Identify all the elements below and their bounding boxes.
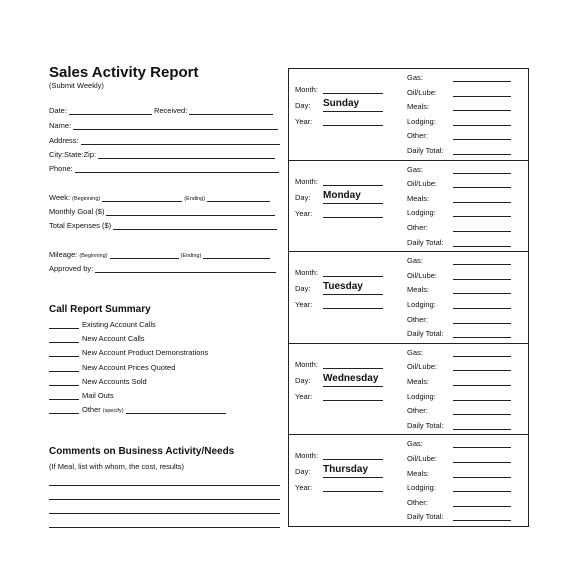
year-label: Year: — [295, 483, 313, 493]
daily-total-label: Daily Total: — [407, 146, 444, 155]
comment-line[interactable] — [49, 499, 280, 500]
month-input[interactable] — [323, 179, 383, 186]
lodging-input[interactable] — [453, 394, 511, 401]
year-label: Year: — [295, 391, 313, 401]
other-label: Other: — [407, 497, 428, 507]
month-input[interactable] — [323, 362, 383, 369]
lodging-label: Lodging: — [407, 483, 436, 493]
year-label: Year: — [295, 208, 313, 218]
gas-label: Gas: — [407, 73, 423, 82]
oil-input[interactable] — [453, 364, 511, 371]
gas-input[interactable] — [453, 167, 511, 174]
month-label: Month: — [295, 268, 318, 278]
oil-label: Oil/Lube: — [407, 362, 438, 372]
year-input[interactable] — [323, 302, 383, 309]
meals-input[interactable] — [453, 379, 511, 386]
lodging-input[interactable] — [453, 119, 511, 126]
address-field[interactable]: Address: — [49, 136, 280, 145]
oil-input[interactable] — [453, 90, 511, 97]
day-label: Day: — [295, 375, 311, 385]
meals-label: Meals: — [407, 468, 430, 478]
day-name: Monday — [323, 189, 361, 201]
daily-total-input[interactable] — [453, 148, 511, 155]
oil-label: Oil/Lube: — [407, 179, 438, 189]
gas-input[interactable] — [453, 75, 511, 82]
call-report-item[interactable]: Existing Account Calls — [49, 320, 156, 329]
other-input[interactable] — [453, 317, 511, 324]
daily-total-label: Daily Total: — [407, 237, 444, 247]
day-block-thursday — [289, 435, 528, 527]
other-input[interactable] — [453, 500, 511, 507]
gas-input[interactable] — [453, 258, 511, 265]
lodging-input[interactable] — [453, 210, 511, 217]
other-input[interactable] — [453, 133, 511, 140]
call-report-other[interactable]: Other (specify) — [49, 405, 226, 414]
day-name: Wednesday — [323, 372, 379, 384]
day-input[interactable] — [323, 202, 383, 204]
oil-label: Oil/Lube: — [407, 453, 438, 463]
other-input[interactable] — [453, 408, 511, 415]
week-field[interactable]: Week: (Beginning) (Ending) — [49, 193, 270, 202]
meals-input[interactable] — [453, 287, 511, 294]
call-report-item[interactable]: Mail Outs — [49, 391, 114, 400]
day-input[interactable] — [323, 385, 383, 387]
other-label: Other: — [407, 406, 428, 416]
other-label: Other: — [407, 314, 428, 324]
name-field[interactable]: Name: — [49, 121, 278, 130]
day-block-tuesday — [289, 252, 528, 344]
comment-line[interactable] — [49, 485, 280, 486]
day-label: Day: — [295, 467, 311, 477]
lodging-input[interactable] — [453, 485, 511, 492]
year-input[interactable] — [323, 485, 383, 492]
daily-total-input[interactable] — [453, 240, 511, 247]
day-block-sunday — [289, 69, 528, 161]
day-name: Tuesday — [323, 281, 363, 293]
day-label: Day: — [295, 284, 311, 294]
oil-label: Oil/Lube: — [407, 270, 438, 280]
comments-heading: Comments on Business Activity/Needs — [49, 446, 235, 457]
oil-label: Oil/Lube: — [407, 87, 438, 97]
lodging-label: Lodging: — [407, 391, 436, 401]
month-label: Month: — [295, 359, 318, 369]
call-report-item[interactable]: New Accounts Sold — [49, 377, 147, 386]
day-name: Thursday — [323, 464, 369, 476]
phone-field[interactable]: Phone: — [49, 164, 279, 173]
other-input[interactable] — [453, 225, 511, 232]
month-label: Month: — [295, 176, 318, 186]
comments-subheading: (If Meal, list with whom, the cost, results) — [49, 462, 185, 471]
month-input[interactable] — [323, 453, 383, 460]
comment-line[interactable] — [49, 527, 280, 528]
oil-input[interactable] — [453, 181, 511, 188]
daily-total-label: Daily Total: — [407, 420, 444, 430]
lodging-input[interactable] — [453, 302, 511, 309]
gas-label: Gas: — [407, 164, 423, 174]
total-expenses-field[interactable]: Total Expenses ($) — [49, 221, 277, 230]
day-name: Sunday — [323, 98, 360, 109]
gas-label: Gas: — [407, 439, 423, 449]
day-input[interactable] — [323, 293, 383, 295]
city-state-zip-field[interactable]: City:State:Zip: — [49, 150, 275, 159]
daily-total-input[interactable] — [453, 423, 511, 430]
gas-input[interactable] — [453, 350, 511, 357]
comment-line[interactable] — [49, 513, 280, 514]
call-report-item[interactable]: New Account Product Demonstrations — [49, 348, 208, 357]
oil-input[interactable] — [453, 273, 511, 280]
month-input[interactable] — [323, 270, 383, 277]
month-label: Month: — [295, 85, 318, 94]
meals-label: Meals: — [407, 193, 430, 203]
year-input[interactable] — [323, 119, 383, 126]
other-label: Other: — [407, 222, 428, 232]
gas-label: Gas: — [407, 256, 423, 266]
meals-input[interactable] — [453, 196, 511, 203]
daily-total-label: Daily Total: — [407, 329, 444, 339]
call-report-heading: Call Report Summary — [49, 304, 151, 315]
monthly-goal-field[interactable]: Monthly Goal ($) — [49, 207, 275, 216]
day-block-wednesday — [289, 344, 528, 436]
approved-by-field[interactable]: Approved by: — [49, 264, 276, 273]
day-input[interactable] — [323, 110, 383, 112]
meals-label: Meals: — [407, 285, 430, 295]
meals-label: Meals: — [407, 376, 430, 386]
oil-input[interactable] — [453, 456, 511, 463]
lodging-label: Lodging: — [407, 208, 436, 218]
gas-label: Gas: — [407, 347, 423, 357]
page-subtitle: (Submit Weekly) — [49, 81, 104, 90]
day-input[interactable] — [323, 476, 383, 478]
year-label: Year: — [295, 300, 313, 310]
page-title: Sales Activity Report — [49, 64, 199, 81]
day-label: Day: — [295, 192, 311, 202]
date-field[interactable]: Date: Received: — [49, 106, 273, 115]
day-block-monday — [289, 161, 528, 253]
other-label: Other: — [407, 131, 428, 141]
call-report-item[interactable]: New Account Prices Quoted — [49, 363, 175, 372]
meals-input[interactable] — [453, 471, 511, 478]
call-report-item[interactable]: New Account Calls — [49, 334, 145, 343]
daily-total-label: Daily Total: — [407, 512, 444, 522]
gas-input[interactable] — [453, 441, 511, 448]
daily-total-input[interactable] — [453, 514, 511, 521]
mileage-field[interactable]: Mileage: (Beginning) (Ending) — [49, 250, 270, 259]
lodging-label: Lodging: — [407, 299, 436, 309]
month-input[interactable] — [323, 87, 383, 94]
meals-input[interactable] — [453, 104, 511, 111]
year-input[interactable] — [323, 394, 383, 401]
daily-expense-grid — [288, 68, 529, 527]
meals-label: Meals: — [407, 102, 430, 112]
daily-total-input[interactable] — [453, 331, 511, 338]
lodging-label: Lodging: — [407, 116, 436, 126]
year-label: Year: — [295, 117, 313, 126]
year-input[interactable] — [323, 211, 383, 218]
month-label: Month: — [295, 451, 318, 461]
day-label: Day: — [295, 101, 311, 110]
